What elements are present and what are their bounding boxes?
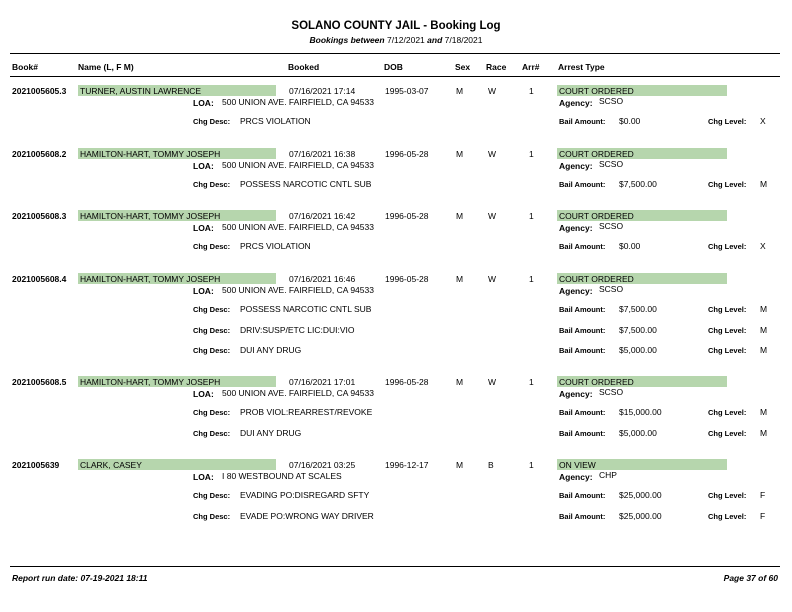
agency: SCSO	[599, 96, 624, 106]
race: W	[488, 211, 497, 221]
page-number: Page 37 of 60	[723, 573, 778, 583]
agency: SCSO	[599, 284, 624, 294]
booked-datetime: 07/16/2021 17:01	[289, 377, 356, 387]
inmate-name: CLARK, CASEY	[80, 460, 142, 470]
date-of-birth: 1996-05-28	[385, 211, 429, 221]
footer-rule	[10, 566, 780, 567]
bail-amount-label: Bail Amount:	[559, 511, 606, 521]
date-of-birth: 1996-05-28	[385, 274, 429, 284]
charge-description: DRIV:SUSP/ETC LIC:DUI:VIO	[240, 324, 355, 335]
charge-level: F	[760, 510, 766, 521]
report-subtitle	[0, 35, 792, 45]
charge-level: M	[760, 324, 768, 335]
charge-description: PROB VIOL:REARREST/REVOKE	[240, 407, 373, 417]
bail-amount: $5,000.00	[619, 345, 657, 355]
date-of-birth: 1996-05-28	[385, 377, 429, 387]
charge-desc-label: Chg Desc:	[193, 325, 231, 335]
booked-datetime: 07/16/2021 03:25	[289, 460, 356, 470]
charge-level: F	[760, 490, 766, 500]
arrest-count: 1	[529, 86, 534, 96]
charge-level-label: Chg Level:	[708, 346, 747, 355]
charge-description: PRCS VIOLATION	[240, 241, 311, 251]
sex: M	[456, 149, 464, 159]
location-of-arrest: 500 UNION AVE. FAIRFIELD, CA 94533	[222, 160, 374, 170]
charge-level-label: Chg Level:	[708, 305, 747, 314]
loa-label: LOA:	[193, 286, 214, 296]
booking-number: 2021005605.3	[12, 86, 67, 96]
location-of-arrest: I 80 WESTBOUND AT SCALES	[222, 471, 342, 481]
charge-level-label: Chg Level:	[708, 242, 747, 251]
arrest-type: COURT ORDERED	[559, 211, 634, 221]
bail-amount: $15,000.00	[619, 407, 662, 417]
location-of-arrest: 500 UNION AVE. FAIRFIELD, CA 94533	[222, 388, 374, 398]
subtitle-prefix: Bookings between	[309, 35, 385, 45]
col-header-name: Name (L, F M)	[78, 62, 134, 72]
charge-desc-label: Chg Desc:	[193, 117, 231, 126]
charge-level-label: Chg Level:	[708, 117, 747, 126]
inmate-name: TURNER, AUSTIN LAWRENCE	[80, 86, 202, 96]
charge-desc-label: Chg Desc:	[193, 408, 231, 417]
inmate-name: HAMILTON-HART, TOMMY JOSEPH	[80, 274, 221, 284]
bail-amount-label: Bail Amount:	[559, 180, 606, 189]
bail-amount-label: Bail Amount:	[559, 428, 606, 438]
col-header-booked: Booked	[288, 62, 320, 72]
arrest-type: COURT ORDERED	[559, 377, 634, 387]
agency: SCSO	[599, 387, 624, 397]
loa-label: LOA:	[193, 161, 214, 171]
booking-number: 2021005608.3	[12, 211, 67, 221]
location-of-arrest: 500 UNION AVE. FAIRFIELD, CA 94533	[222, 285, 374, 295]
charge-level: M	[760, 407, 768, 417]
charge-description: EVADING PO:DISREGARD SFTY	[240, 490, 370, 500]
race: B	[488, 460, 494, 470]
bail-amount-label: Bail Amount:	[559, 325, 606, 335]
race: W	[488, 274, 497, 284]
race: W	[488, 149, 497, 159]
bail-amount-label: Bail Amount:	[559, 408, 606, 417]
charge-description: POSSESS NARCOTIC CNTL SUB	[240, 179, 372, 189]
report-run-date: Report run date: 07-19-2021 18:11	[12, 573, 148, 583]
bail-amount: $7,500.00	[619, 179, 657, 189]
bail-amount-label: Bail Amount:	[559, 117, 606, 126]
bail-amount: $5,000.00	[619, 427, 657, 438]
col-header-dob: DOB	[384, 62, 403, 72]
arrest-count: 1	[529, 149, 534, 159]
loa-label: LOA:	[193, 98, 214, 108]
booking-number: 2021005608.2	[12, 149, 67, 159]
race: W	[488, 377, 497, 387]
date-of-birth: 1995-03-07	[385, 86, 429, 96]
arrest-type: COURT ORDERED	[559, 86, 634, 96]
date-to: 7/18/2021	[444, 35, 483, 45]
charge-desc-label: Chg Desc:	[193, 428, 231, 438]
arrest-type: COURT ORDERED	[559, 274, 634, 284]
charge-desc-label: Chg Desc:	[193, 305, 231, 314]
arrest-type: COURT ORDERED	[559, 149, 634, 159]
bail-amount-label: Bail Amount:	[559, 491, 606, 500]
charge-level-label: Chg Level:	[708, 491, 747, 500]
charge-desc-label: Chg Desc:	[193, 491, 231, 500]
sex: M	[456, 211, 464, 221]
bail-amount-label: Bail Amount:	[559, 305, 606, 314]
agency-label: Agency:	[559, 472, 593, 482]
bail-amount-label: Bail Amount:	[559, 346, 606, 355]
bail-amount: $7,500.00	[619, 304, 657, 314]
charge-description: POSSESS NARCOTIC CNTL SUB	[240, 304, 372, 314]
booking-number: 2021005608.5	[12, 377, 67, 387]
charge-desc-label: Chg Desc:	[193, 242, 231, 251]
booked-datetime: 07/16/2021 17:14	[289, 86, 356, 96]
race: W	[488, 86, 497, 96]
charge-level: X	[760, 116, 766, 126]
charge-description: DUI ANY DRUG	[240, 427, 302, 438]
inmate-name: HAMILTON-HART, TOMMY JOSEPH	[80, 377, 221, 387]
charge-level-label: Chg Level:	[708, 428, 747, 438]
loa-label: LOA:	[193, 389, 214, 399]
date-of-birth: 1996-05-28	[385, 149, 429, 159]
sex: M	[456, 460, 464, 470]
bail-amount: $7,500.00	[619, 324, 657, 335]
charge-level: X	[760, 241, 766, 251]
report-title: SOLANO COUNTY JAIL - Booking Log	[291, 20, 501, 32]
location-of-arrest: 500 UNION AVE. FAIRFIELD, CA 94533	[222, 97, 374, 107]
date-of-birth: 1996-12-17	[385, 460, 429, 470]
agency-label: Agency:	[559, 161, 593, 171]
bail-amount-label: Bail Amount:	[559, 242, 606, 251]
agency-label: Agency:	[559, 223, 593, 233]
charge-level: M	[760, 345, 768, 355]
subtitle-and: and	[427, 35, 443, 45]
charge-desc-label: Chg Desc:	[193, 346, 231, 355]
col-header-book: Book#	[12, 62, 38, 72]
booking-number: 2021005639	[12, 460, 60, 470]
charge-desc-label: Chg Desc:	[193, 180, 231, 189]
agency-label: Agency:	[559, 286, 593, 296]
agency-label: Agency:	[559, 98, 593, 108]
agency: SCSO	[599, 159, 624, 169]
col-header-arr: Arr#	[522, 62, 540, 72]
charge-level: M	[760, 304, 768, 314]
bail-amount: $0.00	[619, 241, 641, 251]
charge-description: PRCS VIOLATION	[240, 116, 311, 126]
charge-level-label: Chg Level:	[708, 325, 747, 335]
agency: SCSO	[599, 221, 624, 231]
sex: M	[456, 377, 464, 387]
booked-datetime: 07/16/2021 16:38	[289, 149, 356, 159]
loa-label: LOA:	[193, 472, 214, 482]
agency: CHP	[599, 470, 617, 480]
arrest-type: ON VIEW	[559, 460, 596, 470]
charge-desc-label: Chg Desc:	[193, 511, 231, 521]
col-header-race: Race	[486, 62, 507, 72]
bail-amount: $0.00	[619, 116, 641, 126]
sex: M	[456, 274, 464, 284]
header-top-rule	[10, 53, 780, 54]
inmate-name: HAMILTON-HART, TOMMY JOSEPH	[80, 149, 221, 159]
col-header-arrest-type: Arrest Type	[558, 62, 605, 72]
location-of-arrest: 500 UNION AVE. FAIRFIELD, CA 94533	[222, 222, 374, 232]
col-header-sex: Sex	[455, 62, 471, 72]
charge-level-label: Chg Level:	[708, 408, 747, 417]
charge-description: EVADE PO:WRONG WAY DRIVER	[240, 510, 374, 521]
arrest-count: 1	[529, 460, 534, 470]
loa-label: LOA:	[193, 223, 214, 233]
arrest-count: 1	[529, 274, 534, 284]
booked-datetime: 07/16/2021 16:42	[289, 211, 356, 221]
bail-amount: $25,000.00	[619, 490, 662, 500]
header-bottom-rule	[10, 76, 780, 77]
inmate-name: HAMILTON-HART, TOMMY JOSEPH	[80, 211, 221, 221]
sex: M	[456, 86, 464, 96]
bail-amount: $25,000.00	[619, 510, 662, 521]
charge-level: M	[760, 179, 768, 189]
agency-label: Agency:	[559, 389, 593, 399]
charge-level-label: Chg Level:	[708, 180, 747, 189]
charge-level-label: Chg Level:	[708, 511, 747, 521]
arrest-count: 1	[529, 377, 534, 387]
booked-datetime: 07/16/2021 16:46	[289, 274, 356, 284]
date-from: 7/12/2021	[386, 35, 425, 45]
charge-level: M	[760, 427, 768, 438]
charge-description: DUI ANY DRUG	[240, 345, 302, 355]
arrest-count: 1	[529, 211, 534, 221]
booking-number: 2021005608.4	[12, 274, 67, 284]
